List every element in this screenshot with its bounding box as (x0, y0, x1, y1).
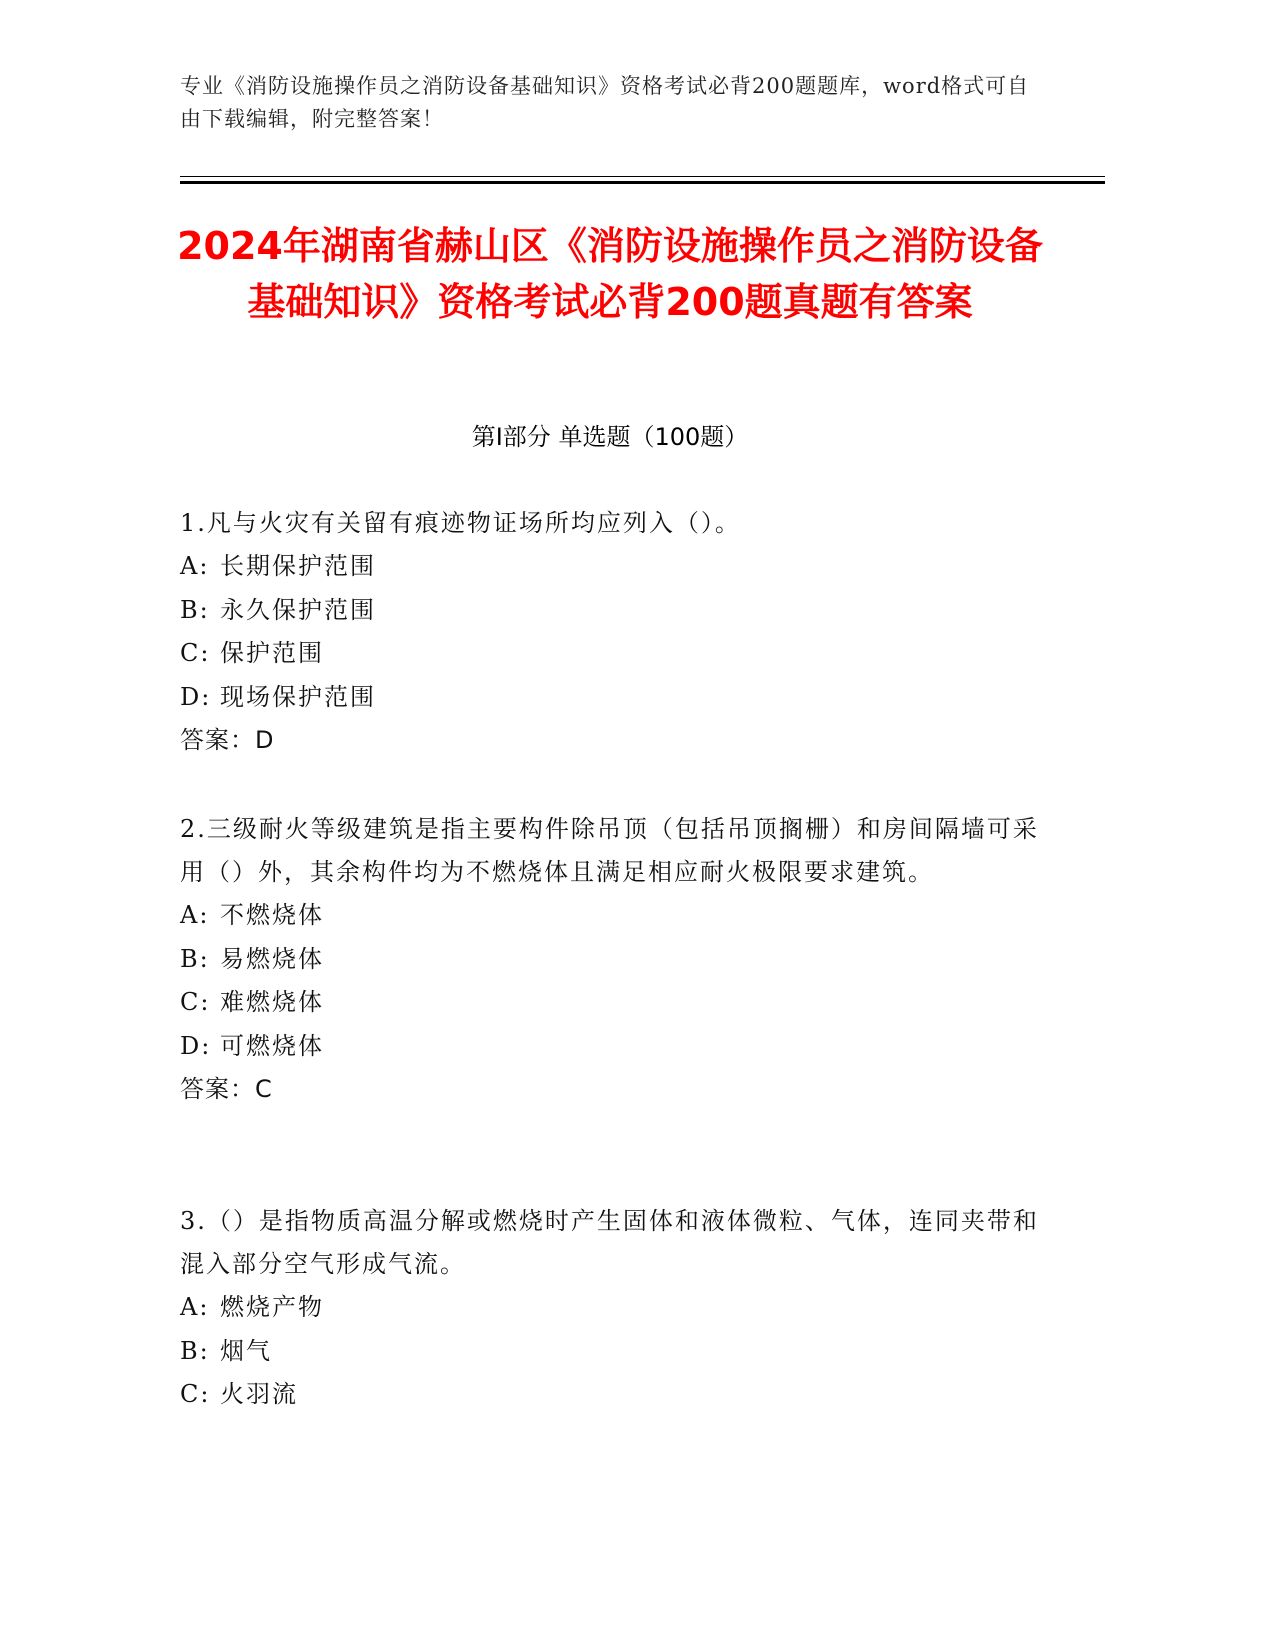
option-text: 可燃烧体 (220, 1031, 324, 1060)
option-text: 现场保护范围 (220, 682, 376, 711)
option-letter: A: (180, 1293, 210, 1321)
option-text: 燃烧产物 (220, 1293, 324, 1321)
question-1 (180, 502, 1040, 762)
option-letter: A: (180, 552, 210, 580)
option-letter: B: (180, 595, 210, 624)
option-letter: C: (180, 1380, 211, 1408)
option-a (180, 1286, 1040, 1330)
answer: 答案：C (180, 1075, 273, 1103)
option-d (180, 1025, 1040, 1069)
option-text: 保护范围 (220, 639, 324, 667)
question-stem: 1.凡与火灾有关留有痕迹物证场所均应列入（）。 (180, 509, 741, 537)
header-note: 专业《消防设施操作员之消防设备基础知识》资格考试必背200题题库，word格式可自由下载编辑，附完整答案！ (180, 74, 1030, 131)
option-letter: A: (180, 901, 210, 929)
option-a (180, 894, 1040, 938)
section-title: 第Ⅰ部分 单选题（100题） (471, 423, 749, 451)
option-text: 不燃烧体 (220, 901, 324, 929)
option-b (180, 589, 1040, 633)
option-text: 火羽流 (220, 1380, 298, 1408)
option-text: 永久保护范围 (220, 595, 376, 624)
option-text: 易燃烧体 (220, 944, 324, 973)
question-stem: 2.三级耐火等级建筑是指主要构件除吊顶（包括吊顶搁栅）和房间隔墙可采用（）外，其余构件均为不燃烧体且满足相应耐火极限要求建筑。 (180, 815, 1039, 886)
question-stem: 3.（）是指物质高温分解或燃烧时产生固体和液体微粒、气体，连同夹带和混入部分空气形成气流。 (180, 1207, 1039, 1278)
option-b (180, 1330, 1040, 1374)
option-text: 长期保护范围 (220, 552, 376, 580)
option-text: 烟气 (220, 1336, 272, 1365)
question-3 (180, 1200, 1040, 1417)
option-letter: D: (180, 1031, 212, 1060)
option-letter: D: (180, 682, 212, 711)
answer: 答案：D (180, 726, 275, 754)
option-c (180, 1373, 1040, 1417)
option-a (180, 545, 1040, 589)
question-2 (180, 808, 1040, 1111)
option-d (180, 676, 1040, 720)
option-letter: B: (180, 1336, 210, 1365)
header-divider-thick (180, 181, 1105, 184)
option-c (180, 981, 1040, 1025)
option-letter: C: (180, 639, 211, 667)
option-letter: B: (180, 944, 210, 973)
option-letter: C: (180, 988, 211, 1016)
option-text: 难燃烧体 (220, 988, 324, 1016)
option-c (180, 632, 1040, 676)
header-divider-thin (180, 176, 1105, 177)
document-title: 2024年湖南省赫山区《消防设施操作员之消防设备基础知识》资格考试必背200题真题有答案 (177, 224, 1043, 324)
option-b (180, 938, 1040, 982)
